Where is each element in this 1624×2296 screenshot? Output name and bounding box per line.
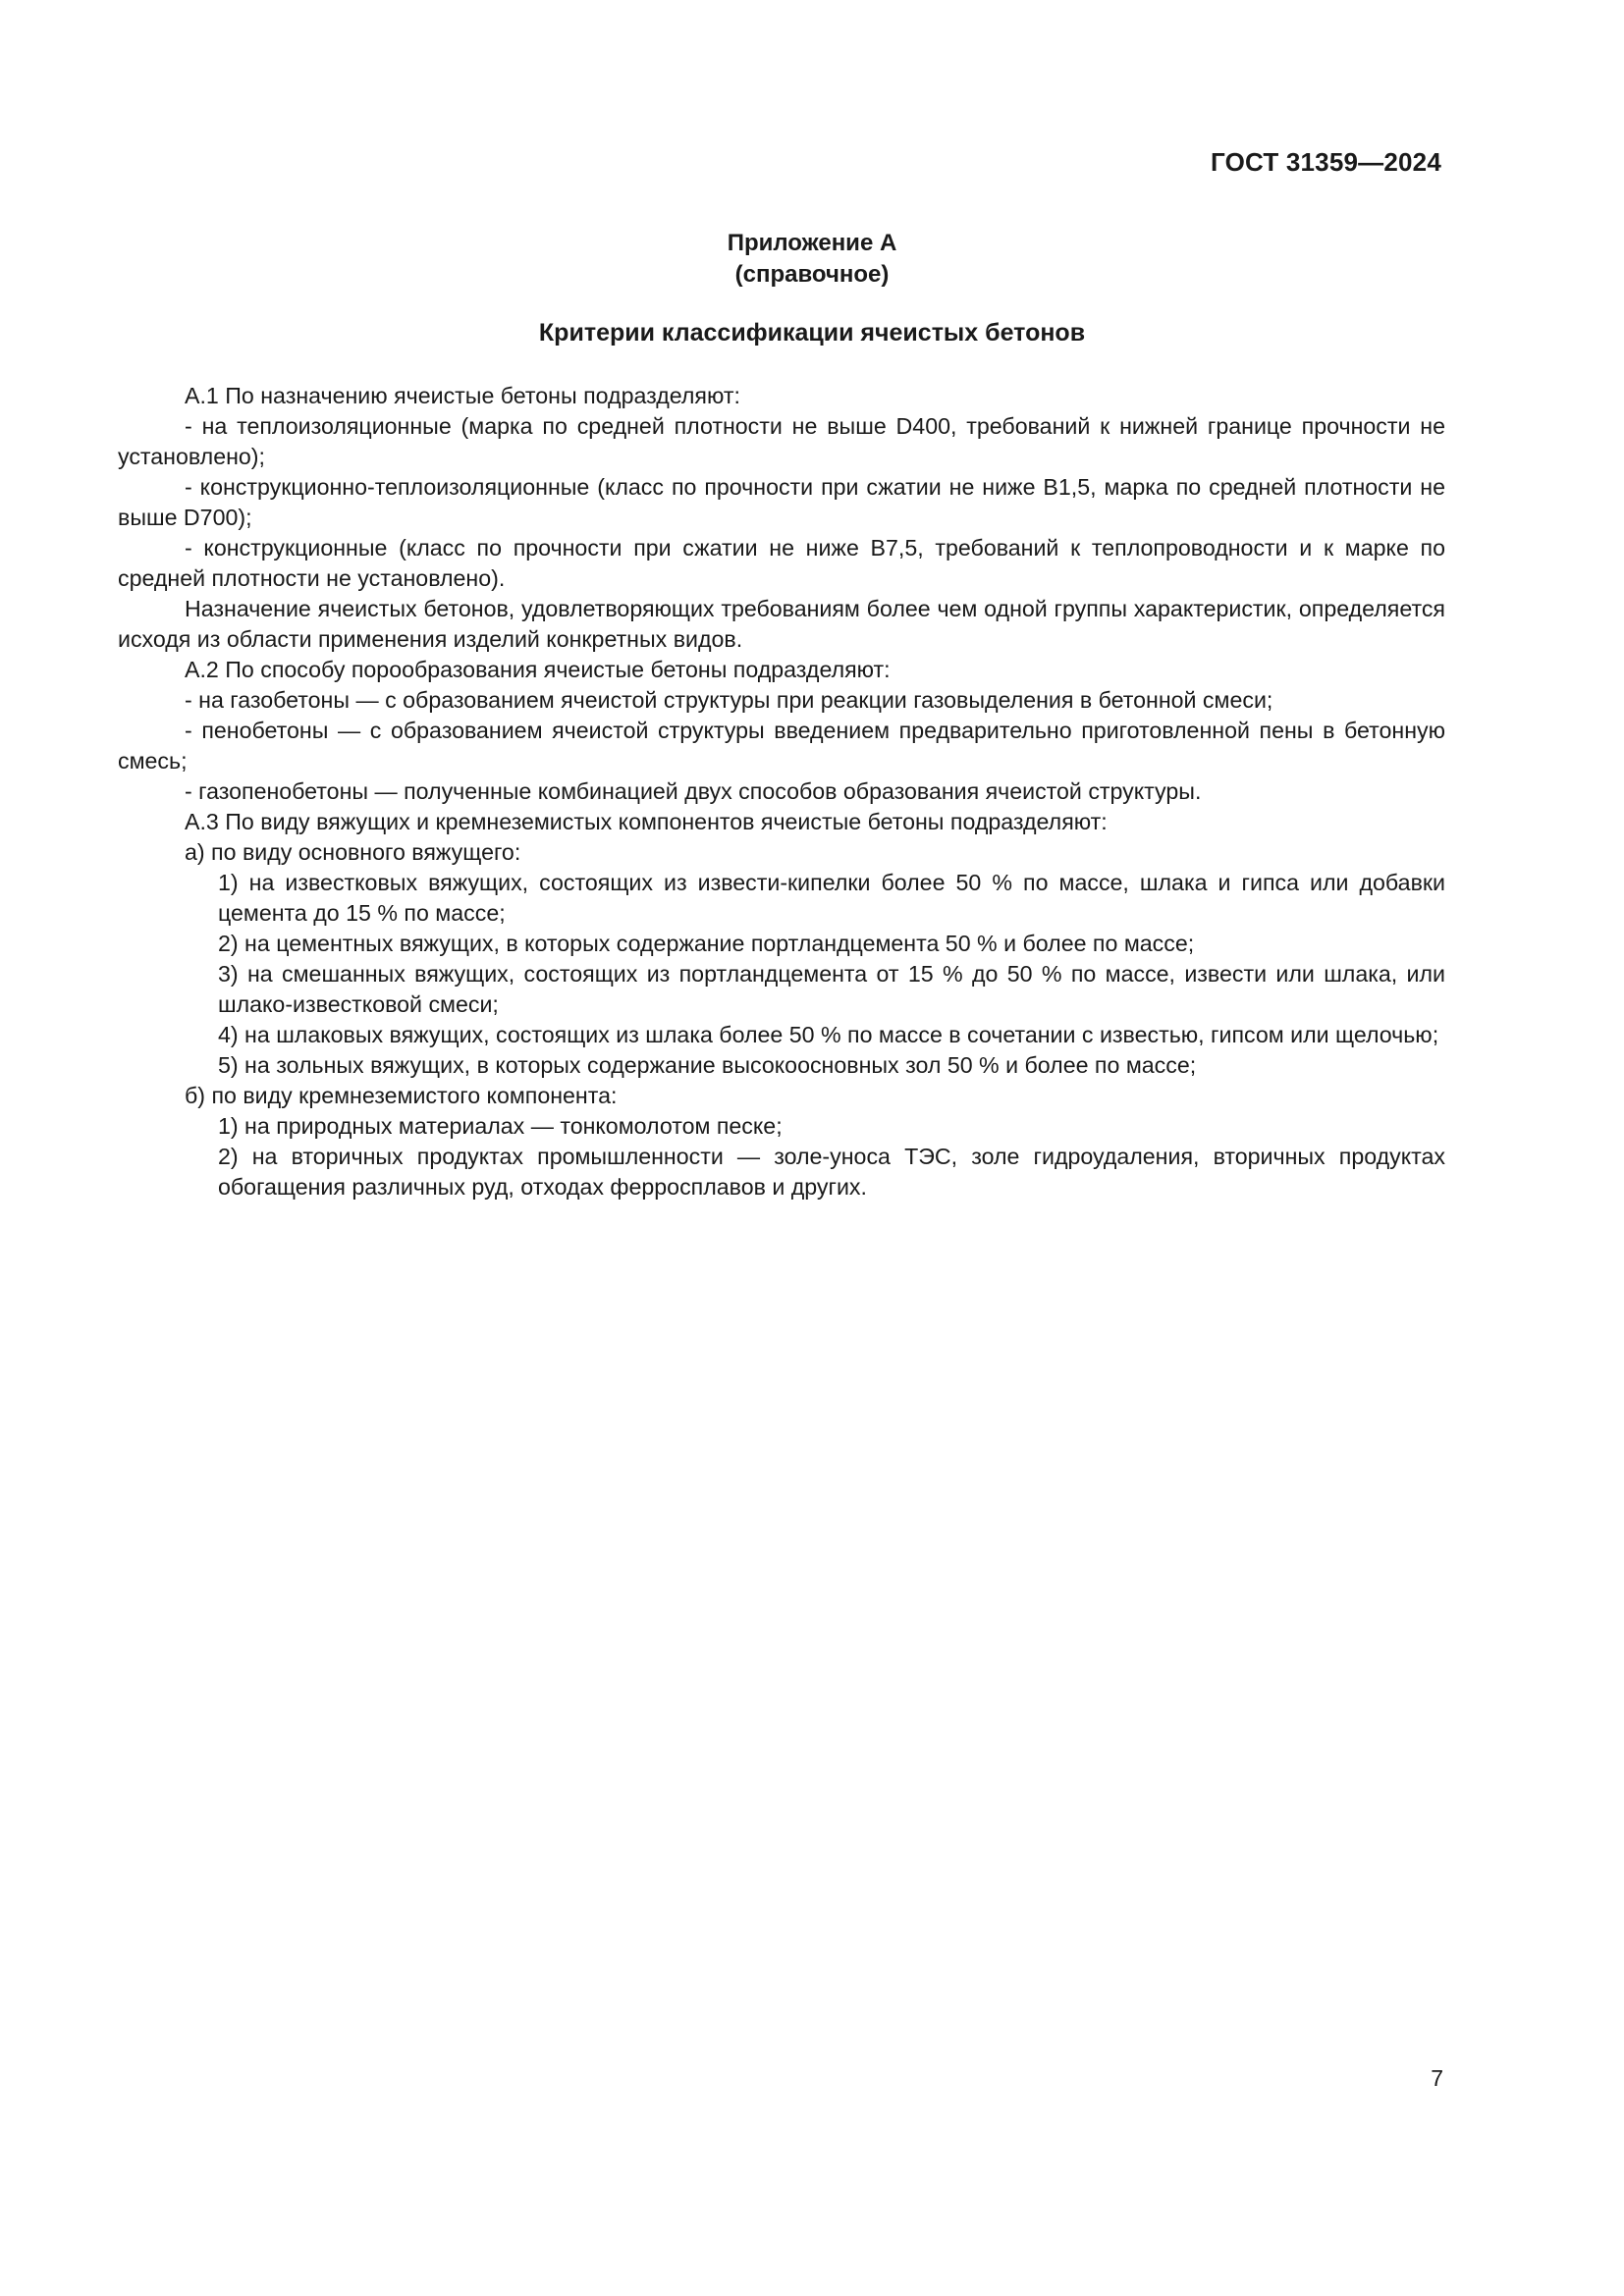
document-code: ГОСТ 31359—2024 [1211, 147, 1441, 177]
list-item: 1) на известковых вяжущих, состоящих из извести-кипелки более 50 % по массе, шлака и гипса или добавки цемента до 15 % по массе; [218, 870, 1445, 926]
list-item: - конструкционно-теплоизоляционные (класс по прочности при сжатии не ниже В1,5, марка по средней плотности не выше D700); [118, 474, 1445, 530]
clause-a3-heading: А.3 По виду вяжущих и кремнеземистых компонентов ячеистые бетоны подразделяют: [185, 809, 1108, 834]
list-item: 5) на зольных вяжущих, в которых содержание высокоосновных зол 50 % и более по массе; [218, 1052, 1197, 1078]
list-item: 2) на вторичных продуктах промышленности — золе-уноса ТЭС, золе гидроудаления, вторичных продуктах обогащения различных руд, отходах ферросплавов и других. [218, 1144, 1445, 1200]
list-item: 1) на природных материалах — тонкомолотом песке; [218, 1113, 783, 1139]
appendix-label: Приложение А [727, 230, 897, 256]
clause-a1-heading: А.1 По назначению ячеистые бетоны подразделяют: [185, 383, 740, 408]
list-item: 3) на смешанных вяжущих, состоящих из портландцемента от 15 % до 50 % по массе, извести или шлака, или шлако-известковой смеси; [218, 961, 1445, 1017]
page-number: 7 [1431, 2065, 1443, 2091]
list-item: - на газобетоны — с образованием ячеистой структуры при реакции газовыделения в бетонной смеси; [185, 687, 1273, 713]
list-item: - на теплоизоляционные (марка по средней плотности не выше D400, требований к нижней границе прочности не установлено); [118, 413, 1445, 469]
list-item: 2) на цементных вяжущих, в которых содержание портландцемента 50 % и более по массе; [218, 931, 1195, 956]
appendix-type: (справочное) [734, 261, 890, 288]
appendix-heading [0, 228, 1624, 291]
paragraph: Назначение ячеистых бетонов, удовлетворяющих требованиям более чем одной группы характеристик, определяется исходя из области применения изделий конкретных видов. [118, 596, 1445, 652]
sublist-heading: б) по виду кремнеземистого компонента: [185, 1083, 618, 1108]
list-item: - пенобетоны — с образованием ячеистой структуры введением предварительно приготовленной пены в бетонную смесь; [118, 718, 1445, 774]
sublist-heading: а) по виду основного вяжущего: [185, 839, 521, 865]
clause-a2-heading: А.2 По способу порообразования ячеистые бетоны подразделяют: [185, 657, 891, 682]
list-item: - газопенобетоны — полученные комбинацией двух способов образования ячеистой структуры. [185, 778, 1202, 804]
list-item: 4) на шлаковых вяжущих, состоящих из шлака более 50 % по массе в сочетании с известью, гипсом или щелочью; [218, 1022, 1439, 1047]
document-body [118, 381, 1445, 1202]
list-item: - конструкционные (класс по прочности при сжатии не ниже В7,5, требований к теплопроводности и к марке по средней плотности не установлено). [118, 535, 1445, 591]
page-title: Критерии классификации ячеистых бетонов [538, 319, 1086, 347]
